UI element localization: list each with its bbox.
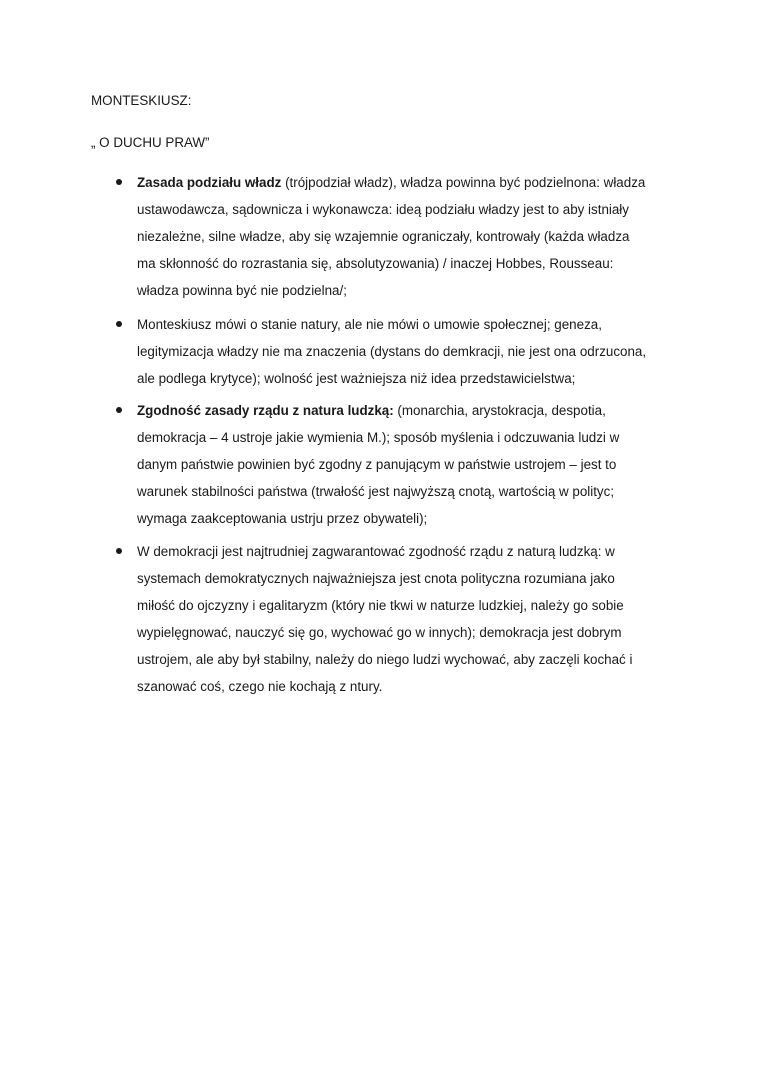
item-line bbox=[137, 397, 677, 424]
item-line: miłość do ojczyzny i egalitaryzm (który nie tkwi w naturze ludzkiej, należy go sobie bbox=[137, 598, 624, 614]
item-bold-lead: Zgodność zasady rządu z natura ludzką: bbox=[137, 403, 394, 418]
item-line: legitymizacja władzy nie ma znaczenia (dystans do demkracji, nie jest ona odrzucona, bbox=[137, 344, 647, 360]
item-line: systemach demokratycznych najważniejsza jest cnota polityczna rozumiana jako bbox=[137, 571, 615, 587]
item-line: ustawodawcza, sądownicza i wykonawcza: ideą podziału władzy jest to aby istniały bbox=[137, 202, 629, 218]
document-title: MONTESKIUSZ: bbox=[91, 93, 192, 108]
item-line: ale podlega krytyce); wolność jest ważniejsza niż idea przedstawicielstwa; bbox=[137, 371, 576, 387]
list-item bbox=[137, 311, 677, 392]
item-line: władza powinna być nie podzielna/; bbox=[137, 283, 347, 299]
item-line: W demokracji jest najtrudniej zagwarantować zgodność rządu z naturą ludzką: w bbox=[137, 544, 615, 559]
item-line: niezależne, silne władze, aby się wzajemnie ograniczały, kontrowały (każda władza bbox=[137, 229, 630, 245]
bullet-icon bbox=[116, 321, 122, 327]
item-line: demokracja – 4 ustroje jakie wymienia M.); sposób myślenia i odczuwania ludzi w bbox=[137, 430, 620, 446]
list-item bbox=[137, 169, 677, 304]
item-line: szanować coś, czego nie kochają z ntury. bbox=[137, 679, 383, 695]
item-line: wymaga zaakceptowania ustrju przez obywateli); bbox=[137, 511, 428, 527]
item-line bbox=[137, 169, 677, 196]
item-bold-lead: Zasada podziału władz bbox=[137, 175, 282, 190]
item-text: (monarchia, arystokracja, despotia, bbox=[393, 403, 606, 418]
item-line: wypielęgnować, nauczyć się go, wychować go w innych); demokracja jest dobrym bbox=[137, 625, 622, 641]
bullet-icon bbox=[116, 548, 122, 554]
bullet-icon bbox=[116, 179, 122, 185]
list-item bbox=[137, 397, 677, 532]
item-line: warunek stabilności państwa (trwałość jest najwyższą cnotą, wartością w polityc; bbox=[137, 484, 615, 500]
list-item bbox=[137, 538, 677, 701]
item-line: Monteskiusz mówi o stanie natury, ale nie mówi o umowie społecznej; geneza, bbox=[137, 317, 602, 332]
item-line: danym państwie powinien być zgodny z panującym w państwie ustrojem – jest to bbox=[137, 457, 617, 473]
bullet-icon bbox=[116, 407, 122, 413]
item-text: (trójpodział władz), władza powinna być podzielnona: władza bbox=[281, 175, 646, 190]
item-line: ma skłonność do rozrastania się, absolutyzowania) / inaczej Hobbes, Rousseau: bbox=[137, 256, 614, 272]
document-subtitle: „ O DUCHU PRAW” bbox=[91, 135, 210, 150]
item-line: ustrojem, ale aby był stabilny, należy do niego ludzi wychować, aby zaczęli kochać i bbox=[137, 652, 633, 668]
